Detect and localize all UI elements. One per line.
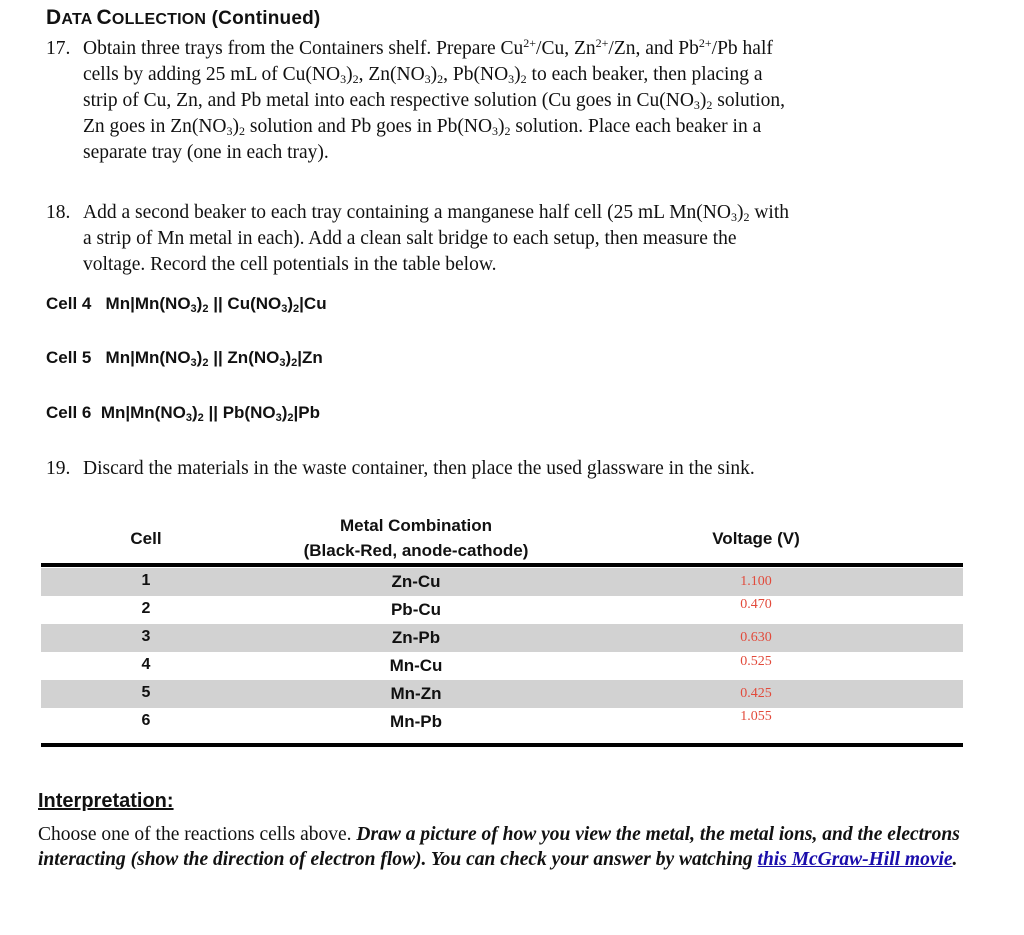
step-17-line: Obtain three trays from the Containers shelf. Prepare $Cu^{2+}/Cu$, $Zn^{2+}/Zn$, and $Pb^{2+}/Pb$ half bbox=[83, 36, 773, 59]
table-row: 3 Zn-Pb 0.630 bbox=[41, 624, 963, 652]
step-18-line: voltage. Record the cell potentials in the table below. bbox=[83, 254, 497, 275]
step-17-line: separate tray (one in each tray). bbox=[83, 142, 329, 163]
cell-notation-4: Cell 4 $Mn|Mn(NO_3)_2$ || $Cu(NO_3)_2|Cu$ bbox=[46, 294, 327, 315]
step-17-line: Zn goes in $Zn(NO_3)_2$ solution and Pb goes in $Pb(NO_3)_2$ solution. Place each beaker in a bbox=[83, 116, 762, 138]
table-row: 4 Mn-Cu 0.525 bbox=[141, 654, 772, 675]
header-metal-combination: Metal Combination (Black-Red, anode-cathode) bbox=[303, 516, 529, 560]
table-row: 6 Mn-Pb 1.055 bbox=[141, 709, 772, 731]
footer-rule bbox=[41, 743, 963, 747]
header-rule bbox=[41, 563, 963, 567]
step-number: 18. bbox=[46, 202, 71, 223]
step-18-line: Add a second beaker to each tray containing a manganese half cell (25 mL $Mn(NO_3)_2$ with bbox=[83, 202, 789, 224]
step-17 bbox=[46, 36, 946, 166]
header-cell: Cell bbox=[130, 529, 162, 548]
cell-notation-5: Cell 5 $Mn|Mn(NO_3)_2$ || $Zn(NO_3)_2|Zn$ bbox=[46, 348, 323, 369]
header-voltage: Voltage (V) bbox=[712, 529, 800, 548]
table-row: 1 Zn-Cu 1.100 bbox=[41, 568, 963, 596]
cell-notation-6: Cell 6 $Mn|Mn(NO_3)_2$ || $Pb(NO_3)_2|Pb$ bbox=[46, 403, 320, 424]
table-row: 2 Pb-Cu 0.470 bbox=[141, 597, 772, 619]
step-17-line: cells by adding 25 mL of $Cu(NO_3)_2$, $Zn(NO_3)_2$, $Pb(NO_3)_2$ to each beaker, then placing a bbox=[83, 64, 763, 86]
step-19-text: Discard the materials in the waste container, then place the used glassware in the sink. bbox=[83, 458, 755, 479]
table-header bbox=[41, 505, 963, 562]
results-table bbox=[41, 505, 963, 731]
mcgraw-hill-movie-link[interactable]: this McGraw-Hill movie bbox=[757, 849, 953, 870]
step-number: 19. bbox=[46, 458, 71, 479]
table-row: 5 Mn-Zn 0.425 bbox=[41, 680, 963, 708]
section-heading: DATA COLLECTION (Continued) bbox=[46, 6, 321, 29]
step-17-line: strip of Cu, Zn, and Pb metal into each respective solution (Cu goes in $Cu(NO_3)_2$ solution, bbox=[83, 90, 785, 112]
table-body bbox=[41, 568, 963, 736]
step-19 bbox=[46, 456, 946, 482]
interpretation-title: Interpretation: bbox=[38, 790, 174, 812]
step-18 bbox=[46, 200, 946, 278]
interpretation-text: Choose one of the reactions cells above. Draw a picture of how you view the metal, the metal ions, and the electrons interacting (show the direction of electron flow). You can check your answer by watching this McGraw-Hill movie. bbox=[38, 824, 960, 870]
step-number: 17. bbox=[46, 38, 71, 59]
step-18-line: a strip of Mn metal in each). Add a clean salt bridge to each setup, then measure the bbox=[83, 228, 737, 249]
